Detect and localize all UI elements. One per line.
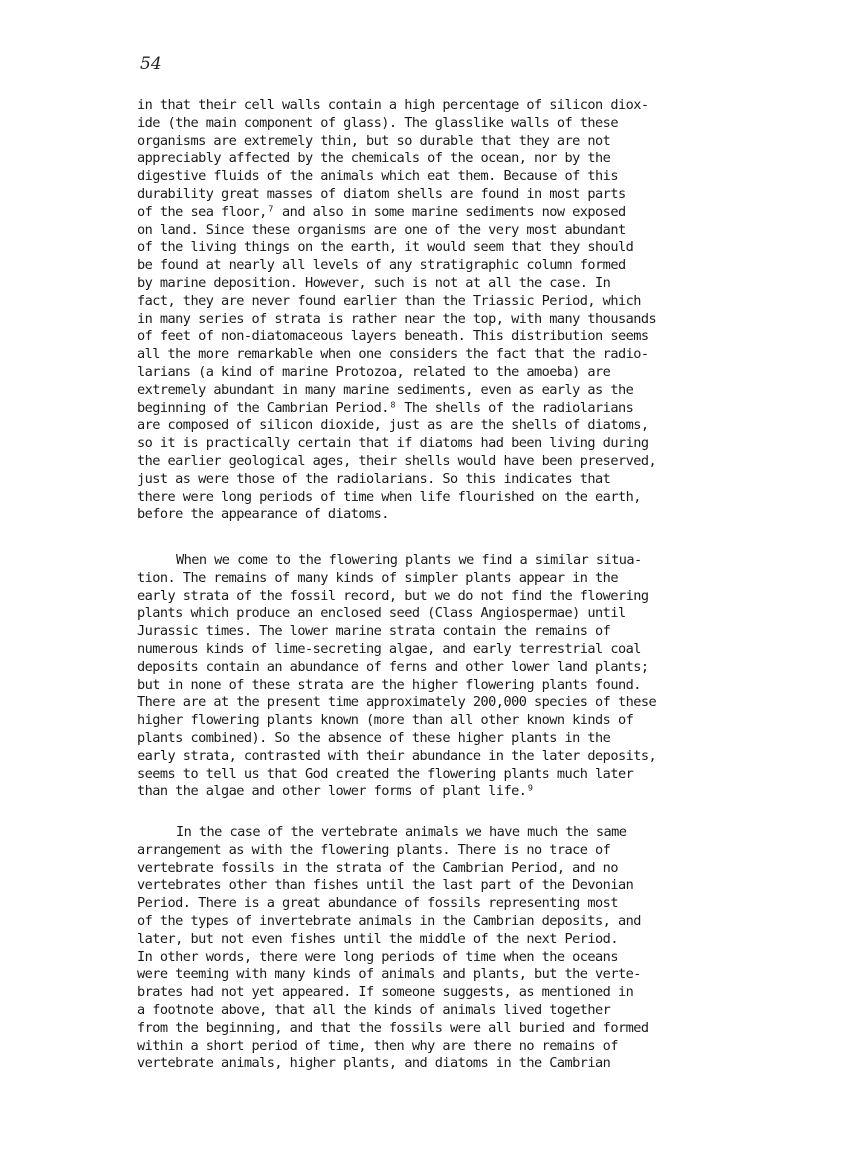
text-line: beginning of the Cambrian Period.⁸ The shells of the radiolarians [137, 399, 634, 416]
text-line: but in none of these strata are the higher flowering plants found. [137, 676, 641, 693]
text-line: the earlier geological ages, their shells would have been preserved, [137, 452, 657, 469]
paragraph-vertebrates [137, 824, 737, 1073]
text-line: seems to tell us that God created the flowering plants much later [137, 765, 634, 782]
text-line: plants which produce an enclosed seed (Class Angiospermae) until [137, 605, 626, 622]
text-line: vertebrate fossils in the strata of the Cambrian Period, and no [137, 859, 618, 876]
text-line: in many series of strata is rather near the top, with many thousands [137, 310, 657, 327]
text-line: arrangement as with the flowering plants. There is no trace of [137, 841, 611, 858]
page-number: 54 [140, 54, 162, 74]
text-line: tion. The remains of many kinds of simpler plants appear in the [137, 569, 618, 586]
text-line: In other words, there were long periods of time when the oceans [137, 948, 618, 965]
text-line: Period. There is a great abundance of fossils representing most [137, 895, 618, 912]
text-line: organisms are extremely thin, but so durable that they are not [137, 132, 611, 149]
text-line: larians (a kind of marine Protozoa, related to the amoeba) are [137, 363, 611, 380]
text-line: durability great masses of diatom shells are found in most parts [137, 185, 626, 202]
text-line: all the more remarkable when one considers the fact that the radio- [137, 346, 649, 363]
paragraph-diatoms [137, 97, 737, 524]
text-line: by marine deposition. However, such is not at all the case. In [137, 274, 611, 291]
text-line: digestive fluids of the animals which eat them. Because of this [137, 168, 618, 185]
text-line: than the algae and other lower forms of plant life.⁹ [137, 783, 534, 800]
text-line: before the appearance of diatoms. [137, 506, 389, 523]
text-line: later, but not even fishes until the middle of the next Period. [137, 930, 618, 947]
text-line: higher flowering plants known (more than all other known kinds of [137, 712, 634, 729]
text-line: on land. Since these organisms are one of the very most abundant [137, 221, 626, 238]
text-line: of feet of non-diatomaceous layers beneath. This distribution seems [137, 328, 649, 345]
text-line: from the beginning, and that the fossils were all buried and formed [137, 1019, 649, 1036]
text-line: of the types of invertebrate animals in the Cambrian deposits, and [137, 912, 641, 929]
text-line: deposits contain an abundance of ferns and other lower land plants; [137, 658, 649, 675]
text-line: fact, they are never found earlier than the Triassic Period, which [137, 292, 641, 309]
text-line: vertebrate animals, higher plants, and diatoms in the Cambrian [137, 1055, 611, 1072]
text-line: were teeming with many kinds of animals and plants, but the verte- [137, 966, 641, 983]
text-line: early strata of the fossil record, but we do not find the flowering [137, 587, 649, 604]
text-line: When we come to the flowering plants we find a similar situa- [176, 552, 642, 568]
text-line: appreciably affected by the chemicals of the ocean, nor by the [137, 150, 611, 167]
text-line: brates had not yet appeared. If someone suggests, as mentioned in [137, 984, 634, 1001]
text-line: In the case of the vertebrate animals we have much the same [176, 824, 627, 840]
text-line: plants combined). So the absence of these higher plants in the [137, 729, 611, 746]
paragraph-flowering-plants [137, 552, 737, 801]
text-line: in that their cell walls contain a high percentage of silicon diox- [137, 97, 649, 113]
text-line: numerous kinds of lime-secreting algae, and early terrestrial coal [137, 640, 641, 657]
text-line: of the sea floor,⁷ and also in some marine sediments now exposed [137, 203, 626, 220]
text-line: extremely abundant in many marine sediments, even as early as the [137, 381, 634, 398]
text-line: are composed of silicon dioxide, just as are the shells of diatoms, [137, 417, 649, 434]
text-line: be found at nearly all levels of any stratigraphic column formed [137, 257, 626, 274]
text-line: within a short period of time, then why are there no remains of [137, 1037, 618, 1054]
text-line: a footnote above, that all the kinds of animals lived together [137, 1001, 611, 1018]
text-line: early strata, contrasted with their abundance in the later deposits, [137, 747, 657, 764]
text-line: there were long periods of time when life flourished on the earth, [137, 488, 641, 505]
text-line: Jurassic times. The lower marine strata contain the remains of [137, 623, 611, 640]
text-line: vertebrates other than fishes until the last part of the Devonian [137, 877, 634, 894]
text-line: ide (the main component of glass). The glasslike walls of these [137, 114, 618, 131]
text-line: of the living things on the earth, it would seem that they should [137, 239, 634, 256]
text-line: There are at the present time approximately 200,000 species of these [137, 694, 657, 711]
text-line: so it is practically certain that if diatoms had been living during [137, 435, 649, 452]
text-line: just as were those of the radiolarians. So this indicates that [137, 470, 611, 487]
